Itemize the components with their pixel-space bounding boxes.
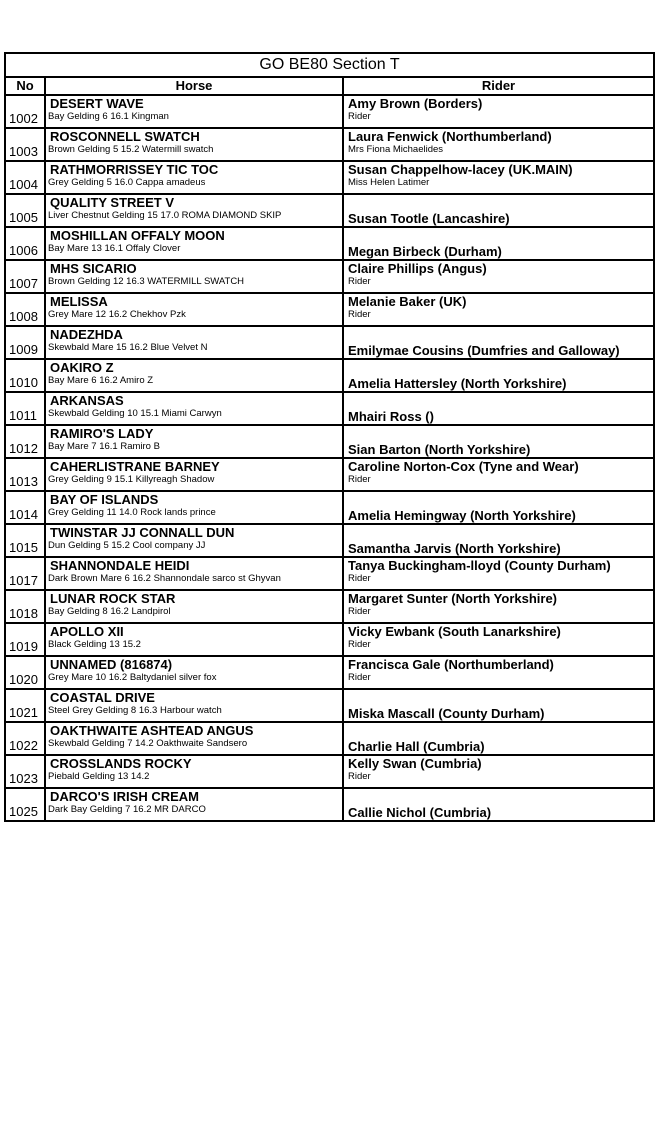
- rider-name: Susan Tootle (Lancashire): [348, 211, 510, 226]
- rider-cell: [344, 228, 653, 259]
- rider-cell: [344, 459, 653, 490]
- horse-description: Skewbald Mare 15 16.2 Blue Velvet N: [48, 342, 208, 353]
- rider-subtext: Rider: [348, 771, 371, 782]
- table-row: [6, 723, 653, 756]
- rider-cell: [344, 129, 653, 160]
- horse-description: Bay Mare 13 16.1 Offaly Clover: [48, 243, 181, 254]
- table-row: [6, 789, 653, 820]
- header-horse: Horse: [46, 78, 344, 94]
- horse-cell: [46, 657, 344, 688]
- horse-description: Grey Mare 10 16.2 Baltydaniel silver fox: [48, 672, 217, 683]
- horse-cell: [46, 624, 344, 655]
- rider-subtext: Rider: [348, 111, 371, 122]
- rider-cell: [344, 657, 653, 688]
- horse-cell: [46, 459, 344, 490]
- entry-number-cell: [6, 360, 46, 391]
- rider-cell: [344, 723, 653, 754]
- rider-name: Laura Fenwick (Northumberland): [348, 129, 552, 144]
- rider-subtext: Rider: [348, 474, 371, 485]
- rider-cell: [344, 393, 653, 424]
- horse-description: Bay Gelding 8 16.2 Landpirol: [48, 606, 171, 617]
- entry-number: 1007: [9, 276, 38, 291]
- table-body: [6, 96, 653, 820]
- horse-description: Skewbald Gelding 10 15.1 Miami Carwyn: [48, 408, 222, 419]
- table-row: [6, 261, 653, 294]
- rider-name: Emilymae Cousins (Dumfries and Galloway): [348, 343, 620, 358]
- table-row: [6, 624, 653, 657]
- entry-number-cell: [6, 756, 46, 787]
- entry-number: 1004: [9, 177, 38, 192]
- horse-cell: [46, 591, 344, 622]
- horse-name: APOLLO XII: [50, 624, 124, 639]
- table-row: [6, 327, 653, 360]
- entry-number-cell: [6, 261, 46, 292]
- table-row: [6, 657, 653, 690]
- entry-number-cell: [6, 591, 46, 622]
- horse-description: Black Gelding 13 15.2: [48, 639, 141, 650]
- table-row: [6, 459, 653, 492]
- horse-cell: [46, 789, 344, 820]
- horse-description: Dun Gelding 5 15.2 Cool company JJ: [48, 540, 206, 551]
- entry-number-cell: [6, 492, 46, 523]
- rider-cell: [344, 789, 653, 820]
- table-row: [6, 690, 653, 723]
- rider-name: Megan Birbeck (Durham): [348, 244, 502, 259]
- rider-cell: [344, 426, 653, 457]
- entry-number: 1018: [9, 606, 38, 621]
- rider-subtext: Rider: [348, 672, 371, 683]
- rider-name: Margaret Sunter (North Yorkshire): [348, 591, 558, 606]
- rider-subtext: Rider: [348, 309, 371, 320]
- table-row: [6, 591, 653, 624]
- horse-description: Brown Gelding 5 15.2 Watermill swatch: [48, 144, 214, 155]
- horse-cell: [46, 525, 344, 556]
- table-row: [6, 228, 653, 261]
- horse-name: MOSHILLAN OFFALY MOON: [50, 228, 225, 243]
- horse-name: ROSCONNELL SWATCH: [50, 129, 200, 144]
- horse-cell: [46, 393, 344, 424]
- entry-number-cell: [6, 162, 46, 193]
- table-row: [6, 294, 653, 327]
- horse-cell: [46, 558, 344, 589]
- horse-description: Grey Gelding 9 15.1 Killyreagh Shadow: [48, 474, 215, 485]
- horse-description: Brown Gelding 12 16.3 WATERMILL SWATCH: [48, 276, 245, 287]
- entry-number-cell: [6, 624, 46, 655]
- entry-number-cell: [6, 525, 46, 556]
- horse-cell: [46, 690, 344, 721]
- entry-number-cell: [6, 96, 46, 127]
- rider-cell: [344, 294, 653, 325]
- entry-number-cell: [6, 558, 46, 589]
- horse-description: Dark Bay Gelding 7 16.2 MR DARCO: [48, 804, 206, 815]
- horse-cell: [46, 228, 344, 259]
- horse-cell: [46, 492, 344, 523]
- rider-name: Francisca Gale (Northumberland): [348, 657, 554, 672]
- horse-name: BAY OF ISLANDS: [50, 492, 159, 507]
- table-row: [6, 426, 653, 459]
- horse-description: Piebald Gelding 13 14.2: [48, 771, 150, 782]
- horse-description: Steel Grey Gelding 8 16.3 Harbour watch: [48, 705, 222, 716]
- horse-name: CAHERLISTRANE BARNEY: [50, 459, 220, 474]
- entry-number-cell: [6, 294, 46, 325]
- table-row: [6, 756, 653, 789]
- horse-name: UNNAMED (816874): [50, 657, 173, 672]
- table-row: [6, 96, 653, 129]
- rider-subtext: Rider: [348, 276, 371, 287]
- horse-name: OAKIRO Z: [50, 360, 114, 375]
- horse-cell: [46, 360, 344, 391]
- horse-name: RAMIRO'S LADY: [50, 426, 154, 441]
- horse-cell: [46, 261, 344, 292]
- entry-number: 1025: [9, 804, 38, 819]
- horse-name: DESERT WAVE: [50, 96, 144, 111]
- horse-name: NADEZHDA: [50, 327, 123, 342]
- entry-number: 1002: [9, 111, 38, 126]
- table-row: [6, 393, 653, 426]
- horse-cell: [46, 327, 344, 358]
- entry-number-cell: [6, 723, 46, 754]
- horse-description: Bay Gelding 6 16.1 Kingman: [48, 111, 169, 122]
- horse-description: Dark Brown Mare 6 16.2 Shannondale sarco st Ghyvan: [48, 573, 281, 584]
- table-row: [6, 162, 653, 195]
- table-row: [6, 558, 653, 591]
- horse-name: MHS SICARIO: [50, 261, 137, 276]
- rider-name: Sian Barton (North Yorkshire): [348, 442, 531, 457]
- horse-name: CROSSLANDS ROCKY: [50, 756, 192, 771]
- rider-subtext: Rider: [348, 639, 371, 650]
- rider-name: Amy Brown (Borders): [348, 96, 483, 111]
- table-header: [6, 78, 653, 96]
- entry-number-cell: [6, 426, 46, 457]
- horse-cell: [46, 426, 344, 457]
- horse-description: Bay Mare 7 16.1 Ramiro B: [48, 441, 160, 452]
- table-row: [6, 129, 653, 162]
- entry-number-cell: [6, 393, 46, 424]
- entry-number: 1009: [9, 342, 38, 357]
- entry-number: 1005: [9, 210, 38, 225]
- horse-name: MELISSA: [50, 294, 108, 309]
- start-list-table: [4, 52, 655, 822]
- horse-name: QUALITY STREET V: [50, 195, 174, 210]
- entry-number: 1008: [9, 309, 38, 324]
- rider-name: Callie Nichol (Cumbria): [348, 805, 492, 820]
- rider-subtext: Miss Helen Latimer: [348, 177, 430, 188]
- entry-number: 1011: [9, 408, 37, 423]
- rider-name: Amelia Hattersley (North Yorkshire): [348, 376, 567, 391]
- table-row: [6, 195, 653, 228]
- rider-name: Susan Chappelhow-lacey (UK.MAIN): [348, 162, 573, 177]
- rider-name: Melanie Baker (UK): [348, 294, 467, 309]
- rider-name: Caroline Norton-Cox (Tyne and Wear): [348, 459, 579, 474]
- rider-subtext: Rider: [348, 606, 371, 617]
- horse-description: Liver Chestnut Gelding 15 17.0 ROMA DIAMOND SKIP: [48, 210, 282, 221]
- horse-cell: [46, 129, 344, 160]
- entry-number-cell: [6, 327, 46, 358]
- rider-name: Tanya Buckingham-lloyd (County Durham): [348, 558, 611, 573]
- rider-cell: [344, 162, 653, 193]
- entry-number-cell: [6, 195, 46, 226]
- rider-cell: [344, 195, 653, 226]
- rider-name: Amelia Hemingway (North Yorkshire): [348, 508, 576, 523]
- entry-number: 1019: [9, 639, 38, 654]
- section-title: GO BE80 Section T: [6, 54, 653, 78]
- entry-number-cell: [6, 228, 46, 259]
- entry-number-cell: [6, 789, 46, 820]
- entry-number: 1020: [9, 672, 38, 687]
- entry-number-cell: [6, 459, 46, 490]
- rider-name: Kelly Swan (Cumbria): [348, 756, 482, 771]
- entry-number: 1013: [9, 474, 38, 489]
- horse-description: Bay Mare 6 16.2 Amiro Z: [48, 375, 154, 386]
- horse-cell: [46, 756, 344, 787]
- entry-number: 1015: [9, 540, 38, 555]
- header-no: No: [6, 78, 46, 94]
- horse-name: ARKANSAS: [50, 393, 124, 408]
- rider-cell: [344, 327, 653, 358]
- entry-number: 1006: [9, 243, 38, 258]
- entry-number-cell: [6, 129, 46, 160]
- horse-name: RATHMORRISSEY TIC TOC: [50, 162, 219, 177]
- rider-cell: [344, 261, 653, 292]
- horse-description: Grey Gelding 5 16.0 Cappa amadeus: [48, 177, 206, 188]
- horse-cell: [46, 162, 344, 193]
- rider-cell: [344, 492, 653, 523]
- rider-cell: [344, 558, 653, 589]
- entry-number: 1012: [9, 441, 38, 456]
- rider-cell: [344, 525, 653, 556]
- entry-number: 1022: [9, 738, 38, 753]
- table-row: [6, 360, 653, 393]
- rider-cell: [344, 96, 653, 127]
- entry-number-cell: [6, 657, 46, 688]
- rider-cell: [344, 624, 653, 655]
- entry-number: 1021: [9, 705, 38, 720]
- rider-cell: [344, 690, 653, 721]
- horse-description: Skewbald Gelding 7 14.2 Oakthwaite Sandsero: [48, 738, 248, 749]
- horse-description: Grey Mare 12 16.2 Chekhov Pzk: [48, 309, 186, 320]
- rider-name: Vicky Ewbank (South Lanarkshire): [348, 624, 561, 639]
- entry-number: 1017: [9, 573, 38, 588]
- table-row: [6, 492, 653, 525]
- horse-cell: [46, 723, 344, 754]
- rider-cell: [344, 591, 653, 622]
- entry-number: 1003: [9, 144, 38, 159]
- horse-cell: [46, 294, 344, 325]
- entry-number-cell: [6, 690, 46, 721]
- rider-name: Miska Mascall (County Durham): [348, 706, 545, 721]
- horse-name: LUNAR ROCK STAR: [50, 591, 176, 606]
- rider-cell: [344, 360, 653, 391]
- horse-name: COASTAL DRIVE: [50, 690, 155, 705]
- entry-number: 1014: [9, 507, 38, 522]
- rider-name: Charlie Hall (Cumbria): [348, 739, 485, 754]
- entry-number: 1023: [9, 771, 38, 786]
- header-rider: Rider: [481, 78, 516, 93]
- rider-cell: [344, 756, 653, 787]
- horse-name: OAKTHWAITE ASHTEAD ANGUS: [50, 723, 254, 738]
- rider-subtext: Mrs Fiona Michaelides: [348, 144, 444, 155]
- rider-subtext: Rider: [348, 573, 371, 584]
- horse-name: DARCO'S IRISH CREAM: [50, 789, 199, 804]
- horse-description: Grey Gelding 11 14.0 Rock lands prince: [48, 507, 216, 518]
- entry-number: 1010: [9, 375, 38, 390]
- horse-cell: [46, 195, 344, 226]
- horse-name: TWINSTAR JJ CONNALL DUN: [50, 525, 235, 540]
- horse-cell: [46, 96, 344, 127]
- rider-name: Claire Phillips (Angus): [348, 261, 487, 276]
- table-row: [6, 525, 653, 558]
- rider-name: Mhairi Ross (): [348, 409, 434, 424]
- horse-name: SHANNONDALE HEIDI: [50, 558, 190, 573]
- rider-name: Samantha Jarvis (North Yorkshire): [348, 541, 561, 556]
